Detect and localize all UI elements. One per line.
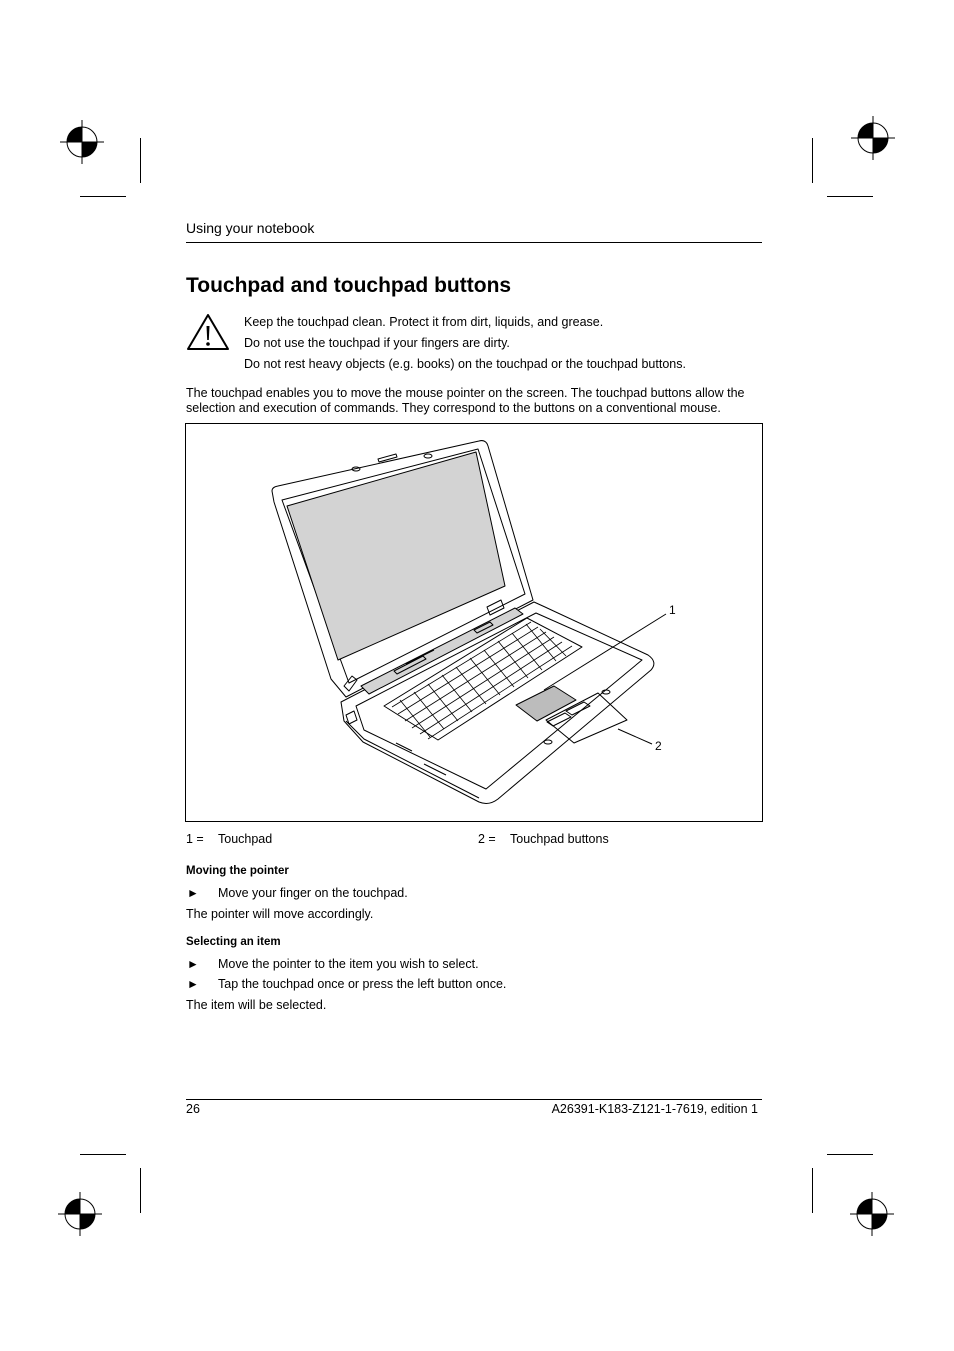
crop-mark (827, 196, 873, 197)
warning-text: Do not rest heavy objects (e.g. books) on the touchpad or the touchpad buttons. (244, 357, 686, 371)
page-title: Touchpad and touchpad buttons (186, 274, 512, 297)
callout-label-2: 2 (655, 739, 662, 753)
header-rule (186, 242, 762, 243)
legend-label: Touchpad (218, 832, 273, 846)
registration-mark-bottom-left (58, 1192, 102, 1236)
callout-label-1: 1 (669, 603, 676, 617)
footer-rule (186, 1099, 762, 1100)
section-heading: Moving the pointer (186, 865, 289, 877)
step-text: Move your finger on the touchpad. (218, 886, 408, 900)
running-header: Using your notebook (186, 220, 315, 236)
notebook-illustration-frame (185, 423, 763, 822)
registration-mark-bottom-right (850, 1192, 894, 1236)
notebook-illustration (186, 424, 762, 821)
warning-text: Keep the touchpad clean. Protect it from dirt, liquids, and grease. (244, 315, 604, 329)
step-text: Move the pointer to the item you wish to select. (218, 957, 479, 971)
warning-text: Do not use the touchpad if your fingers are dirty. (244, 336, 510, 350)
step-marker: ► (187, 957, 199, 971)
legend-key: 2 = (478, 832, 496, 846)
callout-line-2 (618, 729, 652, 744)
legend-key: 1 = (186, 832, 204, 846)
page-number: 26 (186, 1102, 200, 1116)
warning-icon (186, 313, 230, 351)
document-id: A26391-K183-Z121-1-7619, edition 1 (551, 1102, 758, 1116)
crop-mark (80, 1154, 126, 1155)
section-heading: Selecting an item (186, 936, 281, 948)
result-text: The pointer will move accordingly. (186, 907, 374, 921)
legend-label: Touchpad buttons (510, 832, 609, 846)
intro-line: The touchpad enables you to move the mouse pointer on the screen. The touchpad buttons allow the (186, 386, 745, 400)
crop-mark (140, 138, 141, 183)
step-text: Tap the touchpad once or press the left button once. (218, 977, 507, 991)
step-marker: ► (187, 977, 199, 991)
crop-mark (140, 1168, 141, 1213)
registration-mark-top-left (60, 120, 104, 164)
intro-line: selection and execution of commands. They correspond to the buttons on a conventional mouse. (186, 401, 721, 415)
crop-mark (80, 196, 126, 197)
crop-mark (812, 1168, 813, 1213)
result-text: The item will be selected. (186, 998, 327, 1012)
crop-mark (827, 1154, 873, 1155)
crop-mark (812, 138, 813, 183)
step-marker: ► (187, 886, 199, 900)
registration-mark-top-right (851, 116, 895, 160)
intro-paragraph (186, 386, 766, 416)
